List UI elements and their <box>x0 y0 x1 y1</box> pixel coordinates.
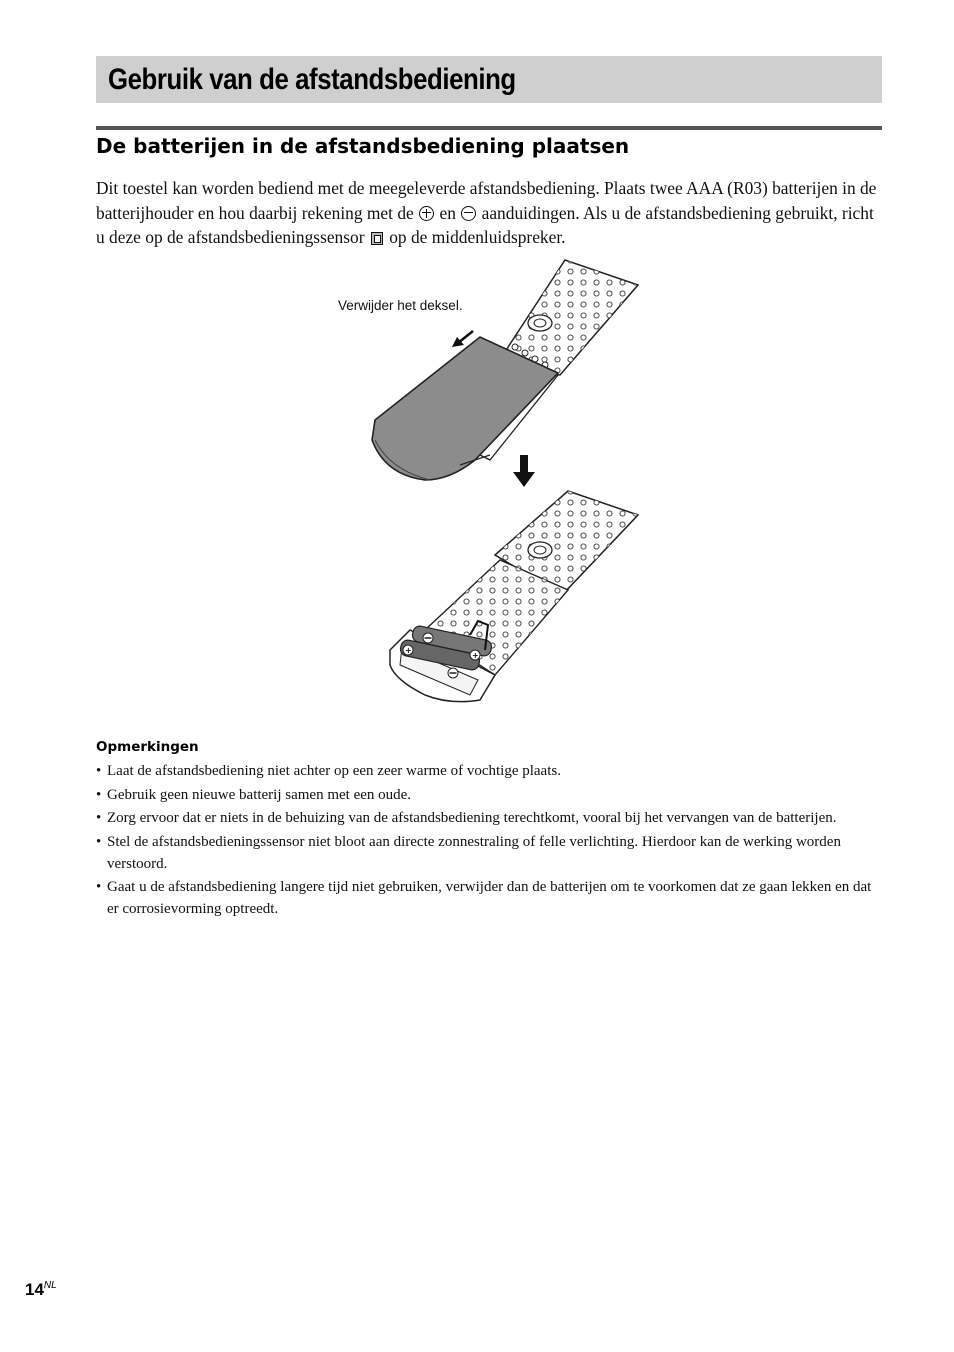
notes-list <box>96 760 886 922</box>
minus-symbol-icon <box>461 206 476 221</box>
remote-sensor-icon <box>371 232 383 245</box>
down-arrow-icon <box>513 455 535 487</box>
figure-label-remove-cover: Verwijder het deksel. <box>338 298 463 313</box>
list-item: • Gaat u de afstandsbediening langere tijd niet gebruiken, verwijder dan de batterijen om te voorkomen dat ze gaan lekken en dat er corrosievorming optreedt. <box>96 876 886 920</box>
page-language-code: NL <box>43 1280 57 1291</box>
svg-text:+: + <box>472 651 479 660</box>
svg-text:+: + <box>405 646 412 655</box>
list-item: • Laat de afstandsbediening niet achter op een zeer warme of vochtige plaats. <box>96 760 886 782</box>
plus-symbol-icon <box>419 206 434 221</box>
intro-paragraph <box>96 176 886 250</box>
intro-text-4: op de middenluidspreker. <box>389 227 566 247</box>
intro-text-1: Dit toestel kan worden bediend met de meegeleverde afstandsbediening. Plaats twee AAA (R03) batterijen in de batterijhouder en hou daarbij rekening met de <box>96 178 877 223</box>
list-item: • Gebruik geen nieuwe batterij samen met een oude. <box>96 784 886 806</box>
section-title: De batterijen in de afstandsbediening plaatsen <box>96 134 630 158</box>
list-item: • Zorg ervoor dat er niets in de behuizing van de afstandsbediening terechtkomt, vooral bij het vervangen van de batterijen. <box>96 807 886 829</box>
chapter-title: Gebruik van de afstandsbediening <box>108 62 516 96</box>
page-number-value: 14 <box>25 1280 44 1299</box>
remote-top-icon <box>372 260 638 480</box>
chapter-title-bar <box>96 56 882 103</box>
section-rule <box>96 126 882 130</box>
intro-text-3: aanduidingen. Als u de afstandsbediening gebruikt, richt u deze op de afstandsbedieningssensor <box>96 202 874 247</box>
remote-battery-illustration <box>330 255 660 715</box>
list-item: • Stel de afstandsbedieningssensor niet bloot aan directe zonnestraling of felle verlichting. Hierdoor kan de werking worden verstoord. <box>96 831 886 875</box>
remote-bottom-icon <box>390 491 638 702</box>
intro-text-2: en <box>439 202 456 223</box>
notes-heading: Opmerkingen <box>96 739 199 755</box>
page-number <box>25 1280 57 1300</box>
